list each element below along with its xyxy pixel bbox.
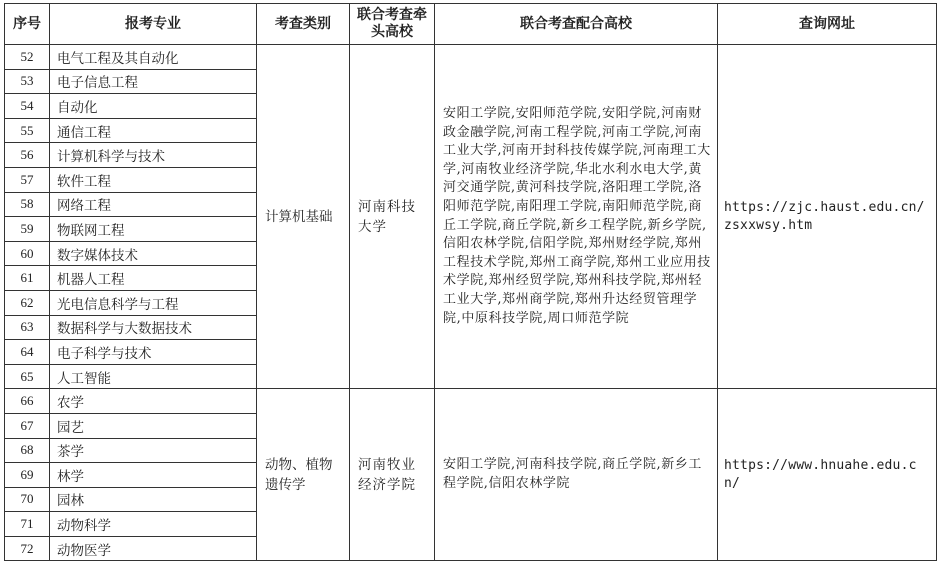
row-major: 园林 xyxy=(50,487,257,512)
group-url-link[interactable]: https://www.hnuahe.edu.cn/ xyxy=(718,389,937,561)
header-lead-school: 联合考查牵头高校 xyxy=(350,4,435,45)
row-major: 茶学 xyxy=(50,438,257,463)
row-major: 通信工程 xyxy=(50,118,257,143)
row-seq: 66 xyxy=(5,389,50,414)
enrollment-table xyxy=(4,3,937,561)
header-seq: 序号 xyxy=(5,4,50,45)
row-major: 自动化 xyxy=(50,94,257,119)
row-major: 数字媒体技术 xyxy=(50,241,257,266)
row-seq: 61 xyxy=(5,266,50,291)
row-seq: 55 xyxy=(5,118,50,143)
row-seq: 68 xyxy=(5,438,50,463)
header-partner-schools: 联合考查配合高校 xyxy=(435,4,718,45)
row-seq: 72 xyxy=(5,536,50,561)
group-partner-schools: 安阳工学院,河南科技学院,商丘学院,新乡工程学院,信阳农林学院 xyxy=(435,389,718,561)
row-seq: 65 xyxy=(5,364,50,389)
row-seq: 53 xyxy=(5,69,50,94)
header-url: 查询网址 xyxy=(718,4,937,45)
row-major: 软件工程 xyxy=(50,167,257,192)
row-seq: 54 xyxy=(5,94,50,119)
row-seq: 70 xyxy=(5,487,50,512)
header-row xyxy=(5,4,937,45)
group-category: 动物、植物遗传学 xyxy=(257,389,350,561)
row-seq: 63 xyxy=(5,315,50,340)
row-major: 农学 xyxy=(50,389,257,414)
row-seq: 56 xyxy=(5,143,50,168)
group-lead-school: 河南牧业经济学院 xyxy=(350,389,435,561)
row-seq: 52 xyxy=(5,45,50,70)
row-seq: 64 xyxy=(5,340,50,365)
row-major: 物联网工程 xyxy=(50,217,257,242)
table-row xyxy=(5,389,937,414)
header-category: 考查类别 xyxy=(257,4,350,45)
row-major: 林学 xyxy=(50,463,257,488)
table-row xyxy=(5,45,937,70)
row-major: 园艺 xyxy=(50,413,257,438)
row-major: 网络工程 xyxy=(50,192,257,217)
row-seq: 71 xyxy=(5,512,50,537)
row-major: 计算机科学与技术 xyxy=(50,143,257,168)
row-seq: 67 xyxy=(5,413,50,438)
row-major: 动物医学 xyxy=(50,536,257,561)
row-major: 数据科学与大数据技术 xyxy=(50,315,257,340)
group-lead-school: 河南科技大学 xyxy=(350,45,435,389)
row-major: 电气工程及其自动化 xyxy=(50,45,257,70)
row-seq: 60 xyxy=(5,241,50,266)
group-category: 计算机基础 xyxy=(257,45,350,389)
group-partner-schools: 安阳工学院,安阳师范学院,安阳学院,河南财政金融学院,河南工程学院,河南工学院,河南工业大学,河南开封科技传媒学院,河南理工大学,河南牧业经济学院,华北水利水电大学,黄河交通学院,黄河科技学院,洛阳理工学院,洛阳师范学院,南阳理工学院,南阳师范学院,商丘工学院,商丘学院,新乡工程学院,新乡学院,信阳农林学院,信阳学院,郑州财经学院,郑州工程技术学院,郑州工商学院,郑州工业应用技术学院,郑州经贸学院,郑州科技学院,郑州轻工业大学,郑州商学院,郑州升达经贸管理学院,中原科技学院,周口师范学院 xyxy=(435,45,718,389)
row-major: 电子科学与技术 xyxy=(50,340,257,365)
row-major: 动物科学 xyxy=(50,512,257,537)
row-seq: 62 xyxy=(5,290,50,315)
row-seq: 59 xyxy=(5,217,50,242)
row-major: 光电信息科学与工程 xyxy=(50,290,257,315)
row-major: 人工智能 xyxy=(50,364,257,389)
row-major: 电子信息工程 xyxy=(50,69,257,94)
row-seq: 58 xyxy=(5,192,50,217)
row-seq: 57 xyxy=(5,167,50,192)
group-url-link[interactable]: https://zjc.haust.edu.cn/zsxxwsy.htm xyxy=(718,45,937,389)
row-seq: 69 xyxy=(5,463,50,488)
header-major: 报考专业 xyxy=(50,4,257,45)
row-major: 机器人工程 xyxy=(50,266,257,291)
